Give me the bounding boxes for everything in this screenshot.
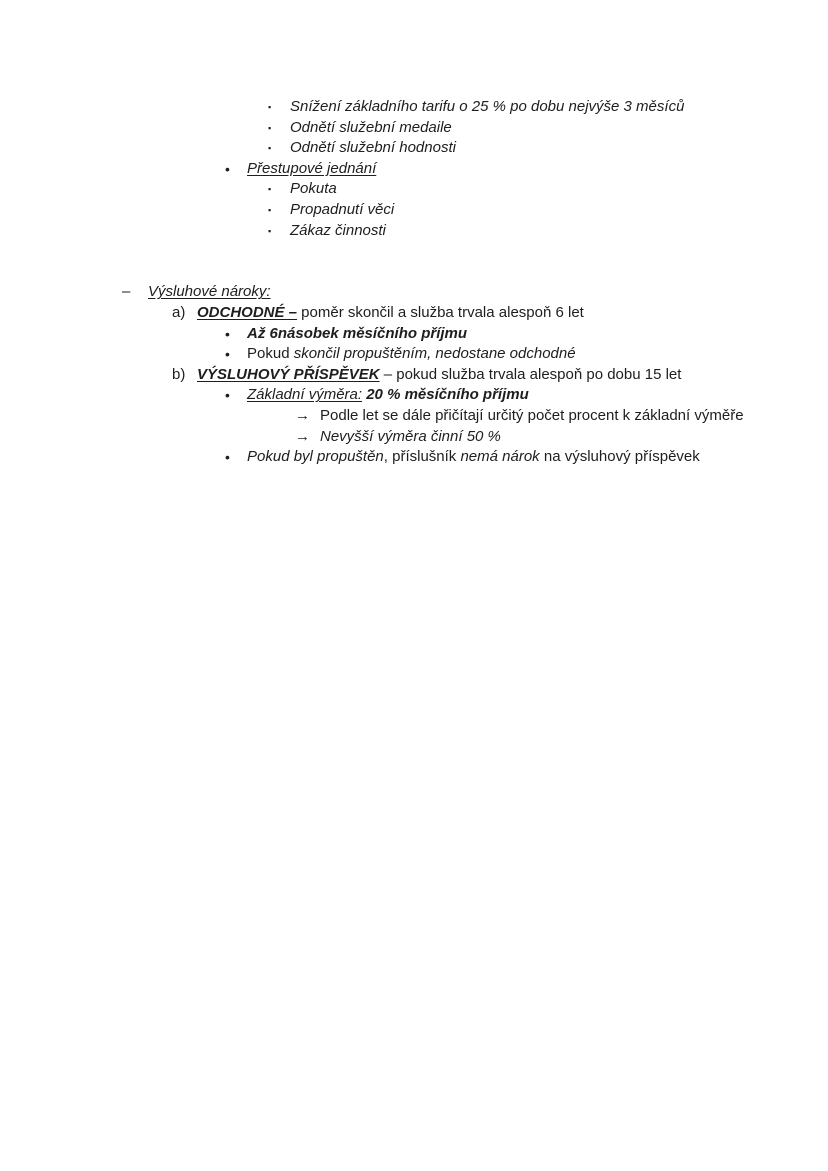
text-segment: Výsluhové nároky: — [148, 283, 271, 301]
document-line — [0, 200, 828, 221]
round-bullet-marker: • — [225, 160, 230, 177]
text-segment: Odnětí služební hodnosti — [290, 139, 456, 157]
square-bullet-marker: ▪ — [268, 122, 272, 133]
document-line — [0, 324, 828, 345]
document-content — [0, 97, 828, 468]
line-text — [0, 179, 828, 200]
document-line — [0, 138, 828, 159]
text-segment: ODCHODNÉ – — [197, 303, 298, 321]
document-line — [0, 427, 828, 448]
document-line — [0, 447, 828, 468]
text-segment: , příslušník — [383, 448, 461, 466]
document-line — [0, 241, 828, 262]
text-segment: VÝSLUHOVÝ PŘÍSPĚVEK — [197, 365, 380, 383]
text-segment: Pokud byl propuštěn — [247, 448, 384, 466]
square-bullet-marker: ▪ — [268, 143, 272, 154]
document-line — [0, 282, 828, 303]
text-segment: Nevyšší výměra činní 50 % — [320, 427, 501, 445]
text-segment: nemá nárok — [460, 448, 540, 466]
text-segment: poměr skončil a služba trvala alespoň 6 let — [297, 303, 584, 321]
document-line — [0, 159, 828, 180]
text-segment: Pokuta — [290, 180, 337, 198]
line-text — [0, 138, 828, 159]
document-line — [0, 179, 828, 200]
document-line — [0, 97, 828, 118]
round-bullet-marker: • — [225, 325, 230, 342]
round-bullet-marker: • — [225, 449, 230, 466]
text-segment: skončil propuštěním, nedostane odchodné — [293, 345, 576, 363]
document-line — [0, 385, 828, 406]
line-text — [0, 200, 828, 221]
text-segment: Přestupové jednání — [247, 159, 377, 177]
text-segment: Propadnutí věci — [290, 200, 395, 218]
document-line — [0, 303, 828, 324]
text-segment: Podle let se dále přičítají určitý počet procent k základní výměře — [320, 406, 744, 424]
text-segment: Odnětí služební medaile — [290, 118, 452, 136]
line-text — [0, 406, 828, 427]
line-text — [0, 324, 828, 345]
line-text — [0, 97, 828, 118]
text-segment: Základní výměra: — [247, 386, 363, 404]
line-text — [0, 427, 828, 448]
line-text — [0, 159, 828, 180]
line-text — [0, 303, 828, 324]
list-letter-marker: b) — [172, 365, 186, 383]
document-line — [0, 118, 828, 139]
line-text — [0, 447, 828, 468]
round-bullet-marker: • — [225, 387, 230, 404]
text-segment: Zákaz činnosti — [290, 221, 386, 239]
document-line — [0, 365, 828, 386]
text-segment: na výsluhový příspěvek — [539, 448, 700, 466]
square-bullet-marker: ▪ — [268, 204, 272, 215]
document-line — [0, 344, 828, 365]
line-text — [0, 221, 828, 242]
arrow-icon: → — [295, 427, 310, 445]
text-segment: 20 % měsíčního příjmu — [366, 386, 529, 404]
line-text — [0, 385, 828, 406]
text-segment: – pokud služba trvala alespoň po dobu 15 let — [379, 365, 682, 383]
arrow-icon: → — [295, 406, 310, 424]
line-text — [0, 344, 828, 365]
line-text — [0, 365, 828, 386]
square-bullet-marker: ▪ — [268, 184, 272, 195]
round-bullet-marker: • — [225, 346, 230, 363]
list-letter-marker: a) — [172, 303, 186, 321]
text-segment: Snížení základního tarifu o 25 % po dobu nejvýše 3 měsíců — [290, 98, 685, 115]
dash-marker: – — [122, 283, 131, 301]
square-bullet-marker: ▪ — [268, 225, 272, 236]
document-line — [0, 221, 828, 242]
document-line — [0, 406, 828, 427]
square-bullet-marker: ▪ — [268, 102, 272, 112]
text-segment: Pokud — [247, 345, 294, 363]
text-segment: Až 6násobek měsíčního příjmu — [247, 324, 468, 342]
document-line — [0, 262, 828, 283]
line-text — [0, 118, 828, 139]
